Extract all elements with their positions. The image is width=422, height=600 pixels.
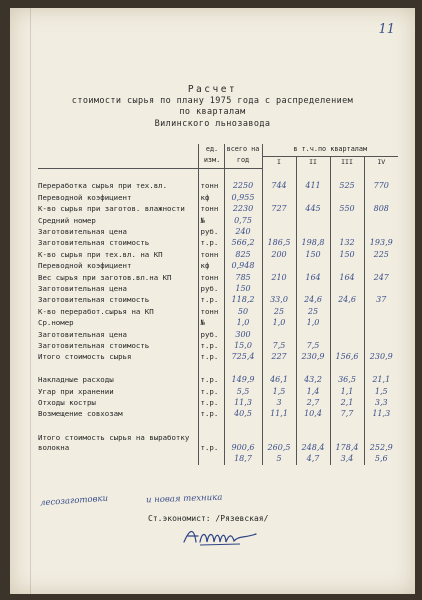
row-q3-value: 1,1 xyxy=(330,386,364,397)
row-total-value: 149,9 xyxy=(224,374,262,385)
row-q3-value xyxy=(330,340,364,351)
row-unit: руб. xyxy=(198,329,224,340)
row-q2-value: 1,0 xyxy=(296,317,330,328)
table-row xyxy=(38,317,398,328)
table-row xyxy=(38,237,398,248)
row-total-value: 11,3 xyxy=(224,397,262,408)
row-unit: тонн xyxy=(198,272,224,283)
header-total: всего на год xyxy=(224,144,262,168)
row-total-value: 2250 xyxy=(224,180,262,191)
row-q1-value: 260,5 xyxy=(262,431,296,453)
row-total-value: 0,955 xyxy=(224,192,262,203)
row-q1-value: 200 xyxy=(262,249,296,260)
row-name: Накладные расходы xyxy=(38,375,114,385)
row-q2-value: 1,4 xyxy=(296,386,330,397)
table-row xyxy=(38,203,398,214)
row-q4-value: 247 xyxy=(364,272,398,283)
row-q3-value xyxy=(330,260,364,271)
row-q3-value xyxy=(330,306,364,317)
row-name: Угар при хранении xyxy=(38,386,114,396)
row-q4-value: 230,9 xyxy=(364,351,398,362)
row-q1-value xyxy=(262,283,296,294)
row-q1-value: 1,5 xyxy=(262,386,296,397)
row-name: Заготовительная стоимость xyxy=(38,295,150,305)
row-total-value: 1,0 xyxy=(224,317,262,328)
row-q2-value: 248,4 xyxy=(296,431,330,453)
table-row xyxy=(38,386,398,397)
row-unit: т.р. xyxy=(198,408,224,419)
row-unit: т.р. xyxy=(198,374,224,385)
row-unit: тонн xyxy=(198,180,224,191)
table-row xyxy=(38,226,398,237)
row-q3-value xyxy=(330,329,364,340)
row-q2-value: 411 xyxy=(296,180,330,191)
row-q3-value xyxy=(330,283,364,294)
row-q2-value: 25 xyxy=(296,306,330,317)
economist-signature-line: Ст.экономист: /Рязевская/ xyxy=(148,514,269,523)
row-total-value: 0,948 xyxy=(224,260,262,271)
row-q3-value xyxy=(330,317,364,328)
row-unit: № xyxy=(198,215,224,226)
table-row xyxy=(38,340,398,351)
row-name: Заготовительная стоимость xyxy=(38,340,150,350)
row-q3-value xyxy=(330,215,364,226)
row-total-value: 50 xyxy=(224,306,262,317)
row-q2-value xyxy=(296,192,330,203)
row-q1-value: 1,0 xyxy=(262,317,296,328)
row-q4-value: 11,3 xyxy=(364,408,398,419)
row-q3-value: 164 xyxy=(330,272,364,283)
table-row xyxy=(38,306,398,317)
row-q2-value xyxy=(296,260,330,271)
row-total-value: 5,5 xyxy=(224,386,262,397)
row-name: Переработка сырья при тех.вл. xyxy=(38,181,168,191)
row-q4-value xyxy=(364,226,398,237)
row-q3-value: 36,5 xyxy=(330,374,364,385)
row-q2-value: 24,6 xyxy=(296,294,330,305)
row-name: Заготовительная цена xyxy=(38,226,127,236)
handwritten-note-left: лесозаготовки xyxy=(39,493,109,509)
row-name xyxy=(38,453,198,464)
table-row xyxy=(38,249,398,260)
row-q2-value: 230,9 xyxy=(296,351,330,362)
row-unit: руб. xyxy=(198,283,224,294)
row-q1-value: 186,5 xyxy=(262,237,296,248)
row-q1-value: 11,1 xyxy=(262,408,296,419)
header-q4: IV xyxy=(364,157,398,169)
row-q4-value: 252,9 xyxy=(364,431,398,453)
row-total-value: 2230 xyxy=(224,203,262,214)
row-name: Итого стоимость сырья на выработку волокна xyxy=(38,433,190,453)
row-total-value: 785 xyxy=(224,272,262,283)
document-subtitle-2: по кварталам xyxy=(179,107,246,117)
document-subtitle: стоимости сырья по плану 1975 года с распределением xyxy=(71,95,354,106)
row-q1-value: 227 xyxy=(262,351,296,362)
row-q1-value: 33,0 xyxy=(262,294,296,305)
row-q1-value: 5 xyxy=(262,453,296,464)
row-q3-value: 156,6 xyxy=(330,351,364,362)
row-q4-value: 37 xyxy=(364,294,398,305)
table-row xyxy=(38,351,398,362)
row-unit: т.р. xyxy=(198,431,224,453)
row-q3-value: 150 xyxy=(330,249,364,260)
table-row xyxy=(38,294,398,305)
row-q3-value: 24,6 xyxy=(330,294,364,305)
calculation-table xyxy=(38,144,398,465)
row-q4-value xyxy=(364,340,398,351)
document-page xyxy=(10,8,415,594)
row-name: Заготовительная стоимость xyxy=(38,238,150,248)
row-name: К-во сырья при тех.вл. на КП xyxy=(38,249,163,259)
row-q1-value: 46,1 xyxy=(262,374,296,385)
row-q4-value: 3,3 xyxy=(364,397,398,408)
table-row xyxy=(38,431,398,453)
row-q4-value: 21,1 xyxy=(364,374,398,385)
row-q2-value xyxy=(296,329,330,340)
row-total-value: 0,75 xyxy=(224,215,262,226)
row-q2-value: 198,8 xyxy=(296,237,330,248)
handwritten-signature xyxy=(180,524,260,552)
document-header xyxy=(10,84,415,130)
row-q4-value: 1,5 xyxy=(364,386,398,397)
row-q3-value: 525 xyxy=(330,180,364,191)
table-row xyxy=(38,374,398,385)
row-q4-value xyxy=(364,317,398,328)
row-name: Итого стоимость сырья xyxy=(38,352,132,362)
table-row xyxy=(38,283,398,294)
handwritten-note-center: и новая техника xyxy=(145,492,223,506)
row-total-value: 150 xyxy=(224,283,262,294)
row-unit: № xyxy=(198,317,224,328)
row-total-value: 825 xyxy=(224,249,262,260)
row-q4-value xyxy=(364,215,398,226)
row-q2-value: 10,4 xyxy=(296,408,330,419)
row-q1-value: 210 xyxy=(262,272,296,283)
row-name: Переводной коэфициент xyxy=(38,192,132,202)
row-name: Ср.номер xyxy=(38,318,74,328)
header-quarters-title: в т.ч.по кварталам xyxy=(262,144,398,157)
row-q2-value: 7,5 xyxy=(296,340,330,351)
table-row xyxy=(38,397,398,408)
row-unit xyxy=(198,453,224,464)
row-q1-value: 744 xyxy=(262,180,296,191)
row-q2-value: 4,7 xyxy=(296,453,330,464)
row-q4-value: 770 xyxy=(364,180,398,191)
row-q3-value: 132 xyxy=(330,237,364,248)
row-name: Отходы костры xyxy=(38,398,96,407)
row-unit: т.р. xyxy=(198,237,224,248)
row-q4-value: 5,6 xyxy=(364,453,398,464)
row-total-value: 240 xyxy=(224,226,262,237)
row-q1-value: 7,5 xyxy=(262,340,296,351)
header-q1: I xyxy=(262,157,296,169)
table-row xyxy=(38,215,398,226)
document-subtitle-3: Вилинского льнозавода xyxy=(154,118,271,129)
row-q1-value: 727 xyxy=(262,203,296,214)
row-q4-value: 225 xyxy=(364,249,398,260)
row-q2-value: 43,2 xyxy=(296,374,330,385)
row-name: Заготовительная цена xyxy=(38,329,127,339)
table-row xyxy=(38,272,398,283)
row-unit: т.р. xyxy=(198,340,224,351)
table-row xyxy=(38,180,398,191)
row-total-value: 118,2 xyxy=(224,294,262,305)
row-q4-value xyxy=(364,329,398,340)
row-q3-value: 550 xyxy=(330,203,364,214)
row-q3-value xyxy=(330,226,364,237)
row-unit: т.р. xyxy=(198,294,224,305)
row-total-value: 300 xyxy=(224,329,262,340)
row-unit: тонн xyxy=(198,249,224,260)
table-row xyxy=(38,192,398,203)
row-q3-value: 178,4 xyxy=(330,431,364,453)
row-q4-value xyxy=(364,260,398,271)
row-q3-value xyxy=(330,192,364,203)
page-number: 11 xyxy=(378,22,395,37)
row-unit: руб. xyxy=(198,226,224,237)
row-q2-value: 445 xyxy=(296,203,330,214)
header-unit: ед. изм. xyxy=(198,144,224,168)
row-unit: тонн xyxy=(198,203,224,214)
header-name-cell xyxy=(38,144,198,168)
row-total-value: 725,4 xyxy=(224,351,262,362)
row-name: Переводной коэфициент xyxy=(38,261,132,271)
row-q4-value xyxy=(364,192,398,203)
row-unit: т.р. xyxy=(198,397,224,408)
row-q2-value xyxy=(296,215,330,226)
row-q1-value xyxy=(262,260,296,271)
header-q3: III xyxy=(330,157,364,169)
row-q3-value: 2,1 xyxy=(330,397,364,408)
row-q2-value: 164 xyxy=(296,272,330,283)
row-q2-value: 150 xyxy=(296,249,330,260)
row-q2-value xyxy=(296,226,330,237)
row-unit: т.р. xyxy=(198,386,224,397)
table-row xyxy=(38,453,398,464)
row-q1-value: 25 xyxy=(262,306,296,317)
row-q1-value: 3 xyxy=(262,397,296,408)
row-q1-value xyxy=(262,329,296,340)
row-q4-value: 808 xyxy=(364,203,398,214)
row-q3-value: 3,4 xyxy=(330,453,364,464)
row-name: К-во переработ.сырья на КП xyxy=(38,306,154,316)
table-body xyxy=(38,180,398,464)
row-q1-value xyxy=(262,192,296,203)
row-total-value: 900,6 xyxy=(224,431,262,453)
table-row xyxy=(38,260,398,271)
row-total-value: 15,0 xyxy=(224,340,262,351)
row-unit: т.р. xyxy=(198,351,224,362)
row-q2-value: 2,7 xyxy=(296,397,330,408)
row-q2-value xyxy=(296,283,330,294)
row-total-value: 18,7 xyxy=(224,453,262,464)
row-name: Возмещение совхозам xyxy=(38,409,123,419)
row-q4-value xyxy=(364,306,398,317)
row-name: Заготовительная цена xyxy=(38,283,127,293)
row-q4-value: 193,9 xyxy=(364,237,398,248)
row-q1-value xyxy=(262,215,296,226)
row-total-value: 566,2 xyxy=(224,237,262,248)
table-header-row xyxy=(38,144,398,157)
row-q3-value: 7,7 xyxy=(330,408,364,419)
document-title: Расчет xyxy=(187,84,238,95)
row-unit: тонн xyxy=(198,306,224,317)
row-total-value: 40,5 xyxy=(224,408,262,419)
table-row xyxy=(38,408,398,419)
table-row xyxy=(38,329,398,340)
row-unit: кф xyxy=(198,192,224,203)
row-name: К-во сырья при заготов. влажности xyxy=(38,204,185,214)
row-q1-value xyxy=(262,226,296,237)
row-q4-value xyxy=(364,283,398,294)
row-unit: кф xyxy=(198,260,224,271)
row-name: Вес сырья при заготов.вл.на КП xyxy=(38,272,172,282)
header-q2: II xyxy=(296,157,330,169)
row-name: Средний номер xyxy=(38,215,96,225)
